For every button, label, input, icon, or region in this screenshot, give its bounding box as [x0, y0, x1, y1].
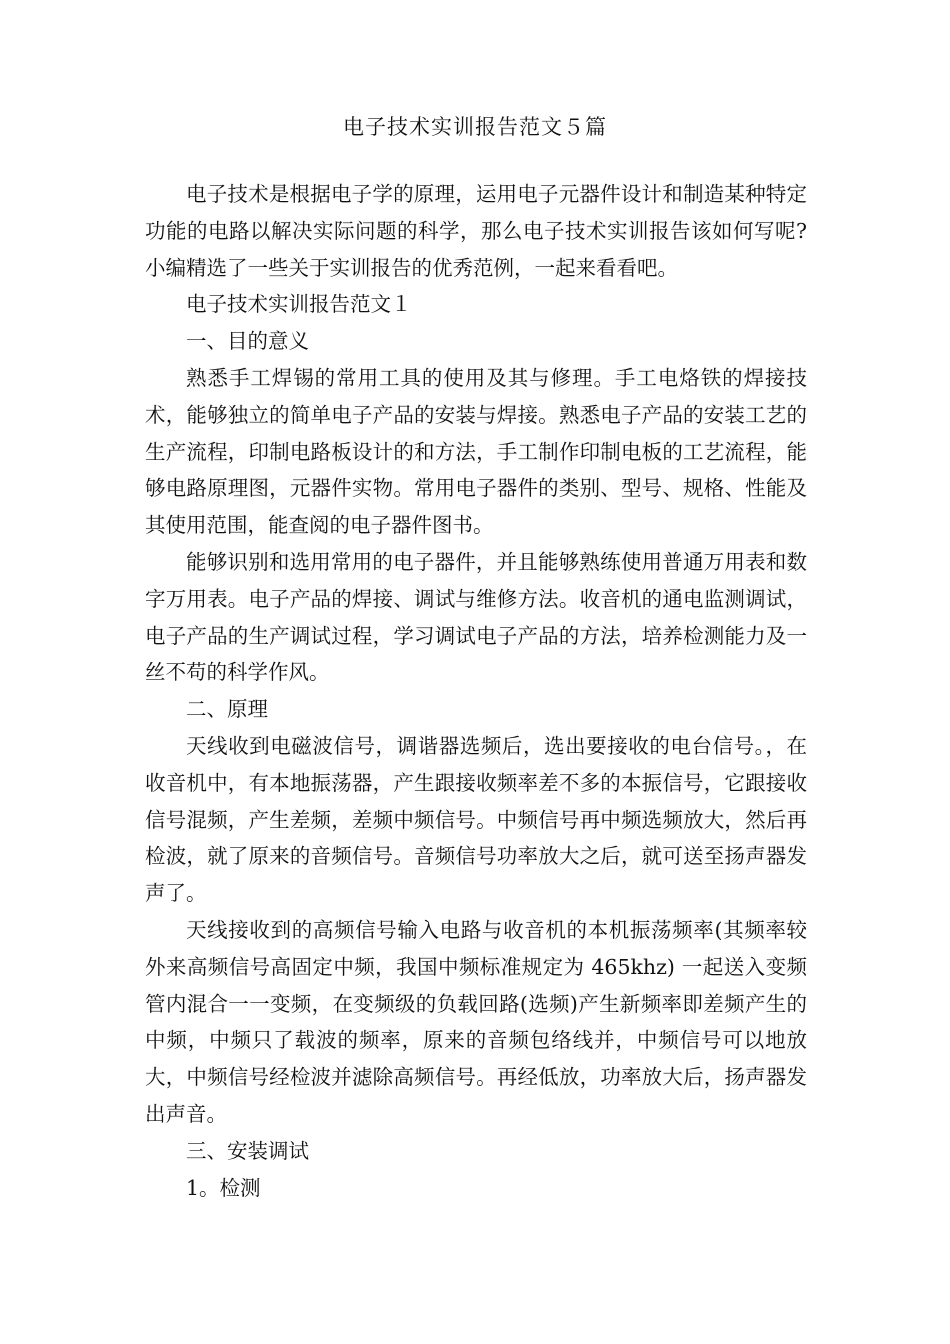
body-paragraph: 天线收到电磁波信号，调谐器选频后，选出要接收的电台信号。，在收音机中，有本地振荡器，产生跟接收频率差不多的本振信号，它跟接收信号混频，产生差频，差频中频信号。中频信号再中频选频放大，然后再检波，就了原来的音频信号。音频信号功率放大之后，就可送至扬声器发声了。 [145, 733, 807, 906]
section-heading-purpose: 一、目的意义 [186, 329, 309, 354]
section-heading-principle: 二、原理 [186, 697, 268, 722]
document-title: 电子技术实训报告范文５篇 [343, 115, 607, 139]
sample-heading: 电子技术实训报告范文１ [186, 292, 412, 317]
body-paragraph: 天线接收到的高频信号输入电路与收音机的本机振荡频率(其频率较外来高频信号高固定中频，我国中频标准规定为 465khz) 一起送入变频管内混合一一变频，在变频级的负载回路(选频)产生新频率即差频产生的中频，中频只了载波的频率，原来的音频包络线并，中频信号可以地放大，中频信号经检波并滤除高频信号。再经低放，功率放大后，扬声器发出声音。 [145, 917, 807, 1126]
subsection-heading-detection: 1。检测 [186, 1175, 261, 1200]
body-paragraph: 能够识别和选用常用的电子器件，并且能够熟练使用普通万用表和数字万用表。电子产品的焊接、调试与维修方法。收音机的通电监测调试，电子产品的生产调试过程，学习调试电子产品的方法，培养检测能力及一丝不苟的科学作风。 [145, 549, 807, 685]
intro-paragraph: 电子技术是根据电子学的原理，运用电子元器件设计和制造某种特定功能的电路以解决实际问题的科学，那么电子技术实训报告该如何写呢?小编精选了一些关于实训报告的优秀范例，一起来看看吧。 [145, 182, 807, 280]
section-heading-installation: 三、安装调试 [186, 1138, 309, 1163]
document-body [145, 176, 807, 1206]
body-paragraph: 熟悉手工焊锡的常用工具的使用及其与修理。手工电烙铁的焊接技术，能够独立的简单电子产品的安装与焊接。熟悉电子产品的安装工艺的生产流程，印制电路板设计的和方法，手工制作印制电板的工艺流程，能够电路原理图，元器件实物。常用电子器件的类别、型号、规格、性能及其使用范围，能查阅的电子器件图书。 [145, 365, 807, 538]
